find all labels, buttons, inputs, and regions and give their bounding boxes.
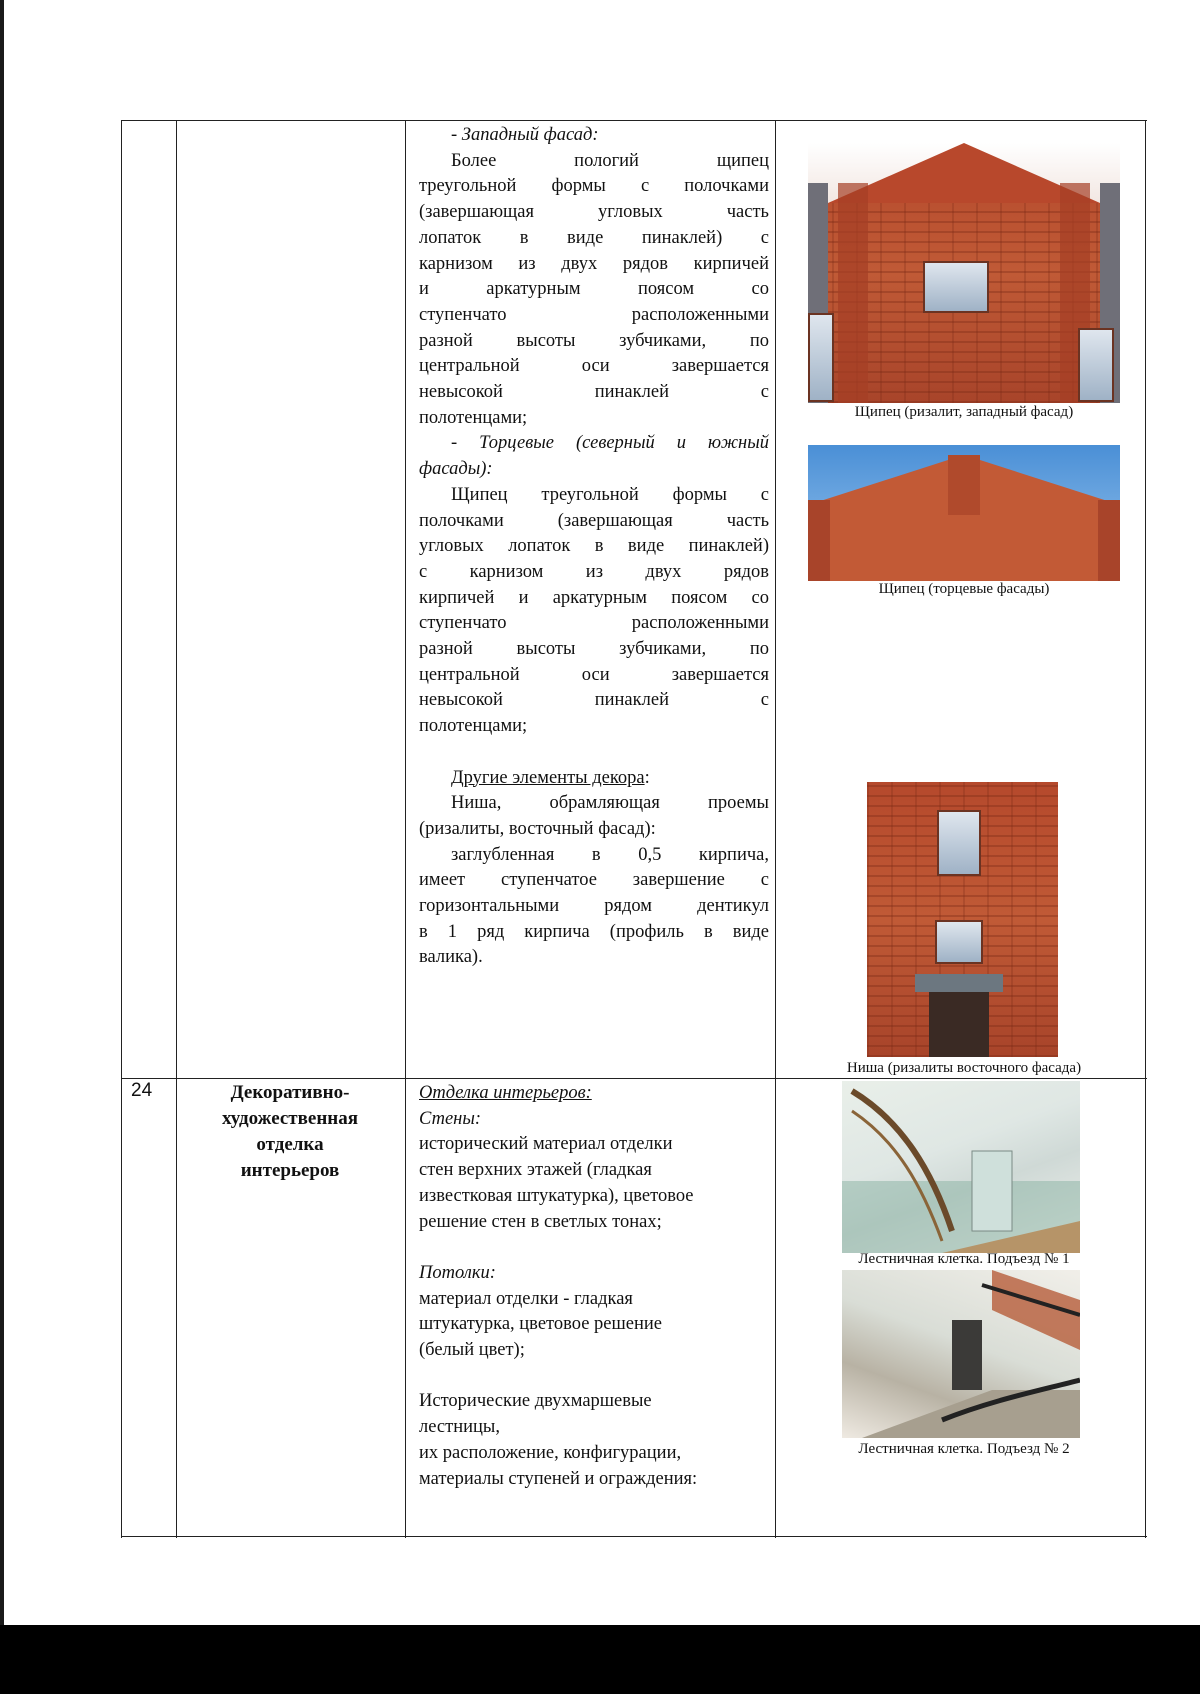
niche-caption: Ниша (ризалиты восточного фасада) — [846, 1060, 1082, 1076]
stairs-line: их расположение, конфигурации, — [419, 1442, 682, 1463]
ceiling-line: материал отделки - гладкая — [419, 1288, 633, 1309]
end-gable-drawing — [808, 445, 1120, 581]
stairwell-1-caption: Лестничная клетка. Подъезд № 1 — [858, 1251, 1070, 1267]
table-row-divider — [121, 1078, 1147, 1079]
niche-line: заглубленная в 0,5 кирпича, — [451, 844, 769, 865]
table-col-divider-1 — [176, 120, 177, 1538]
west-line: разной высоты зубчиками, по — [419, 330, 769, 351]
ceiling-line: штукатурка, цветовое решение — [419, 1314, 662, 1335]
west-line: ступенчато расположенными — [419, 304, 769, 325]
end-line: Щипец треугольной формы с — [451, 484, 769, 505]
stairwell-1-drawing — [842, 1081, 1080, 1253]
walls-line: решение стен в светлых тонах; — [419, 1211, 662, 1232]
end-line: ступенчато расположенными — [419, 613, 769, 634]
stairs-line: материалы ступеней и ограждения: — [419, 1468, 698, 1489]
table-border-right — [1145, 120, 1146, 1538]
niche-line: Ниша, обрамляющая проемы — [451, 793, 769, 814]
west-line: лопаток в виде пинаклей) с — [419, 227, 769, 248]
end-line: центральной оси завершается — [419, 664, 769, 685]
end-line: кирпичей и аркатурным поясом со — [419, 587, 769, 608]
west-line: треугольной формы с полочками — [419, 176, 769, 197]
interior-heading: Отделка интерьеров: — [419, 1083, 592, 1103]
interior-description — [419, 1081, 769, 1492]
walls-line: исторический материал отделки — [419, 1134, 673, 1155]
table-border-top — [121, 120, 1147, 121]
end-line: с карнизом из двух рядов — [419, 561, 769, 582]
west-line: карнизом из двух рядов кирпичей — [419, 253, 769, 274]
end-facade-heading: - Торцевые (северный и южный — [451, 433, 769, 454]
west-gable-photo — [808, 143, 1120, 403]
west-facade-heading: - Западный фасад: — [451, 125, 599, 145]
end-gable-photo — [808, 445, 1120, 581]
end-line: полочками (завершающая часть — [419, 510, 769, 531]
end-line: угловых лопаток в виде пинаклей) — [419, 536, 769, 557]
walls-line: известковая штукатурка), цветовое — [419, 1185, 694, 1206]
table-col-divider-3 — [775, 120, 776, 1538]
niche-line: горизонтальными рядом дентикул — [419, 896, 769, 917]
walls-line: стен верхних этажей (гладкая — [419, 1160, 652, 1181]
walls-label: Стены: — [419, 1108, 482, 1129]
end-line: разной высоты зубчиками, по — [419, 639, 769, 660]
decor-heading-text: Другие элементы декора — [451, 767, 645, 788]
end-line: невысокой пинаклей с — [419, 690, 769, 711]
decor-heading-colon: : — [644, 767, 650, 788]
niche-line: (ризалиты, восточный фасад): — [419, 818, 656, 839]
west-line: центральной оси завершается — [419, 356, 769, 377]
stairwell-2-photo — [842, 1270, 1080, 1438]
stairs-line: лестницы, — [419, 1417, 500, 1438]
niche-line: в 1 ряд кирпича (профиль в виде — [419, 921, 769, 942]
row-title — [180, 1080, 400, 1184]
scan-bottom-edge — [0, 1625, 1200, 1694]
stairwell-1-photo — [842, 1081, 1080, 1253]
west-line: невысокой пинаклей с — [419, 382, 769, 403]
row-title-line: интерьеров — [240, 1160, 340, 1181]
end-gable-caption: Щипец (торцевые фасады) — [878, 581, 1050, 597]
ceiling-label: Потолки: — [419, 1262, 496, 1283]
row-title-line: Декоративно- — [230, 1082, 350, 1103]
niche-line: валика). — [419, 947, 483, 968]
stairs-line: Исторические двухмаршевые — [419, 1391, 652, 1412]
end-facade-heading-cont: фасады): — [419, 459, 493, 480]
table-border-left — [121, 120, 122, 1538]
facade-description — [419, 123, 769, 971]
niche-photo — [867, 782, 1058, 1057]
stairwell-2-drawing — [842, 1270, 1080, 1438]
scan-left-edge — [0, 0, 4, 1625]
row-title-line: художественная — [221, 1108, 359, 1129]
niche-line: имеет ступенчатое завершение с — [419, 870, 769, 891]
end-line: полотенцами; — [419, 716, 528, 737]
table-col-divider-2 — [405, 120, 406, 1538]
row-number: 24 — [131, 1080, 153, 1101]
west-line: и аркатурным поясом со — [419, 279, 769, 300]
decor-heading — [419, 766, 769, 792]
west-gable-caption: Щипец (ризалит, западный фасад) — [854, 404, 1074, 420]
west-line: Более пологий щипец — [451, 150, 769, 171]
stairwell-2-caption: Лестничная клетка. Подъезд № 2 — [858, 1441, 1070, 1457]
table-border-bottom — [121, 1536, 1147, 1537]
row-title-line: отделка — [256, 1134, 324, 1155]
west-line: (завершающая угловых часть — [419, 202, 769, 223]
ceiling-line: (белый цвет); — [419, 1340, 525, 1361]
west-line: полотенцами; — [419, 407, 528, 428]
